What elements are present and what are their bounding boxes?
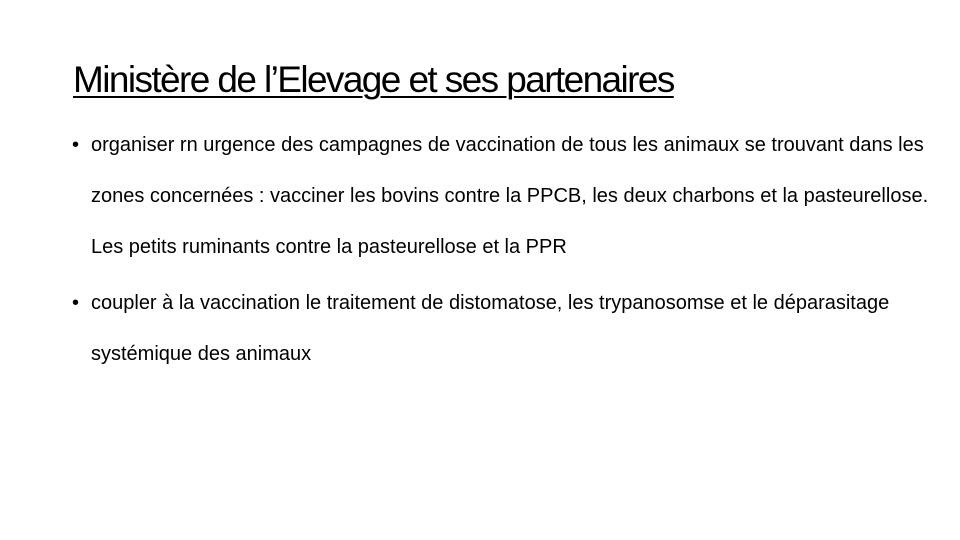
bullet-text-2: coupler à la vaccination le traitement de distomatose, les trypanosomse et le déparasitage systémique des animaux	[91, 292, 890, 365]
bullet-list	[72, 120, 932, 385]
slide-title: Ministère de l’Elevage et ses partenaires	[73, 59, 674, 100]
bullet-marker: •	[72, 134, 80, 156]
bullet-item-2	[72, 278, 932, 380]
bullet-item-1	[72, 120, 932, 273]
bullet-marker: •	[72, 292, 80, 314]
bullet-text-1: organiser rn urgence des campagnes de vaccination de tous les animaux se trouvant dans les zones concernées : vacciner les bovins contre la PPCB, les deux charbons et la pasteurellose. Les petits ruminants contre la pasteurellose et la PPR	[91, 134, 929, 258]
